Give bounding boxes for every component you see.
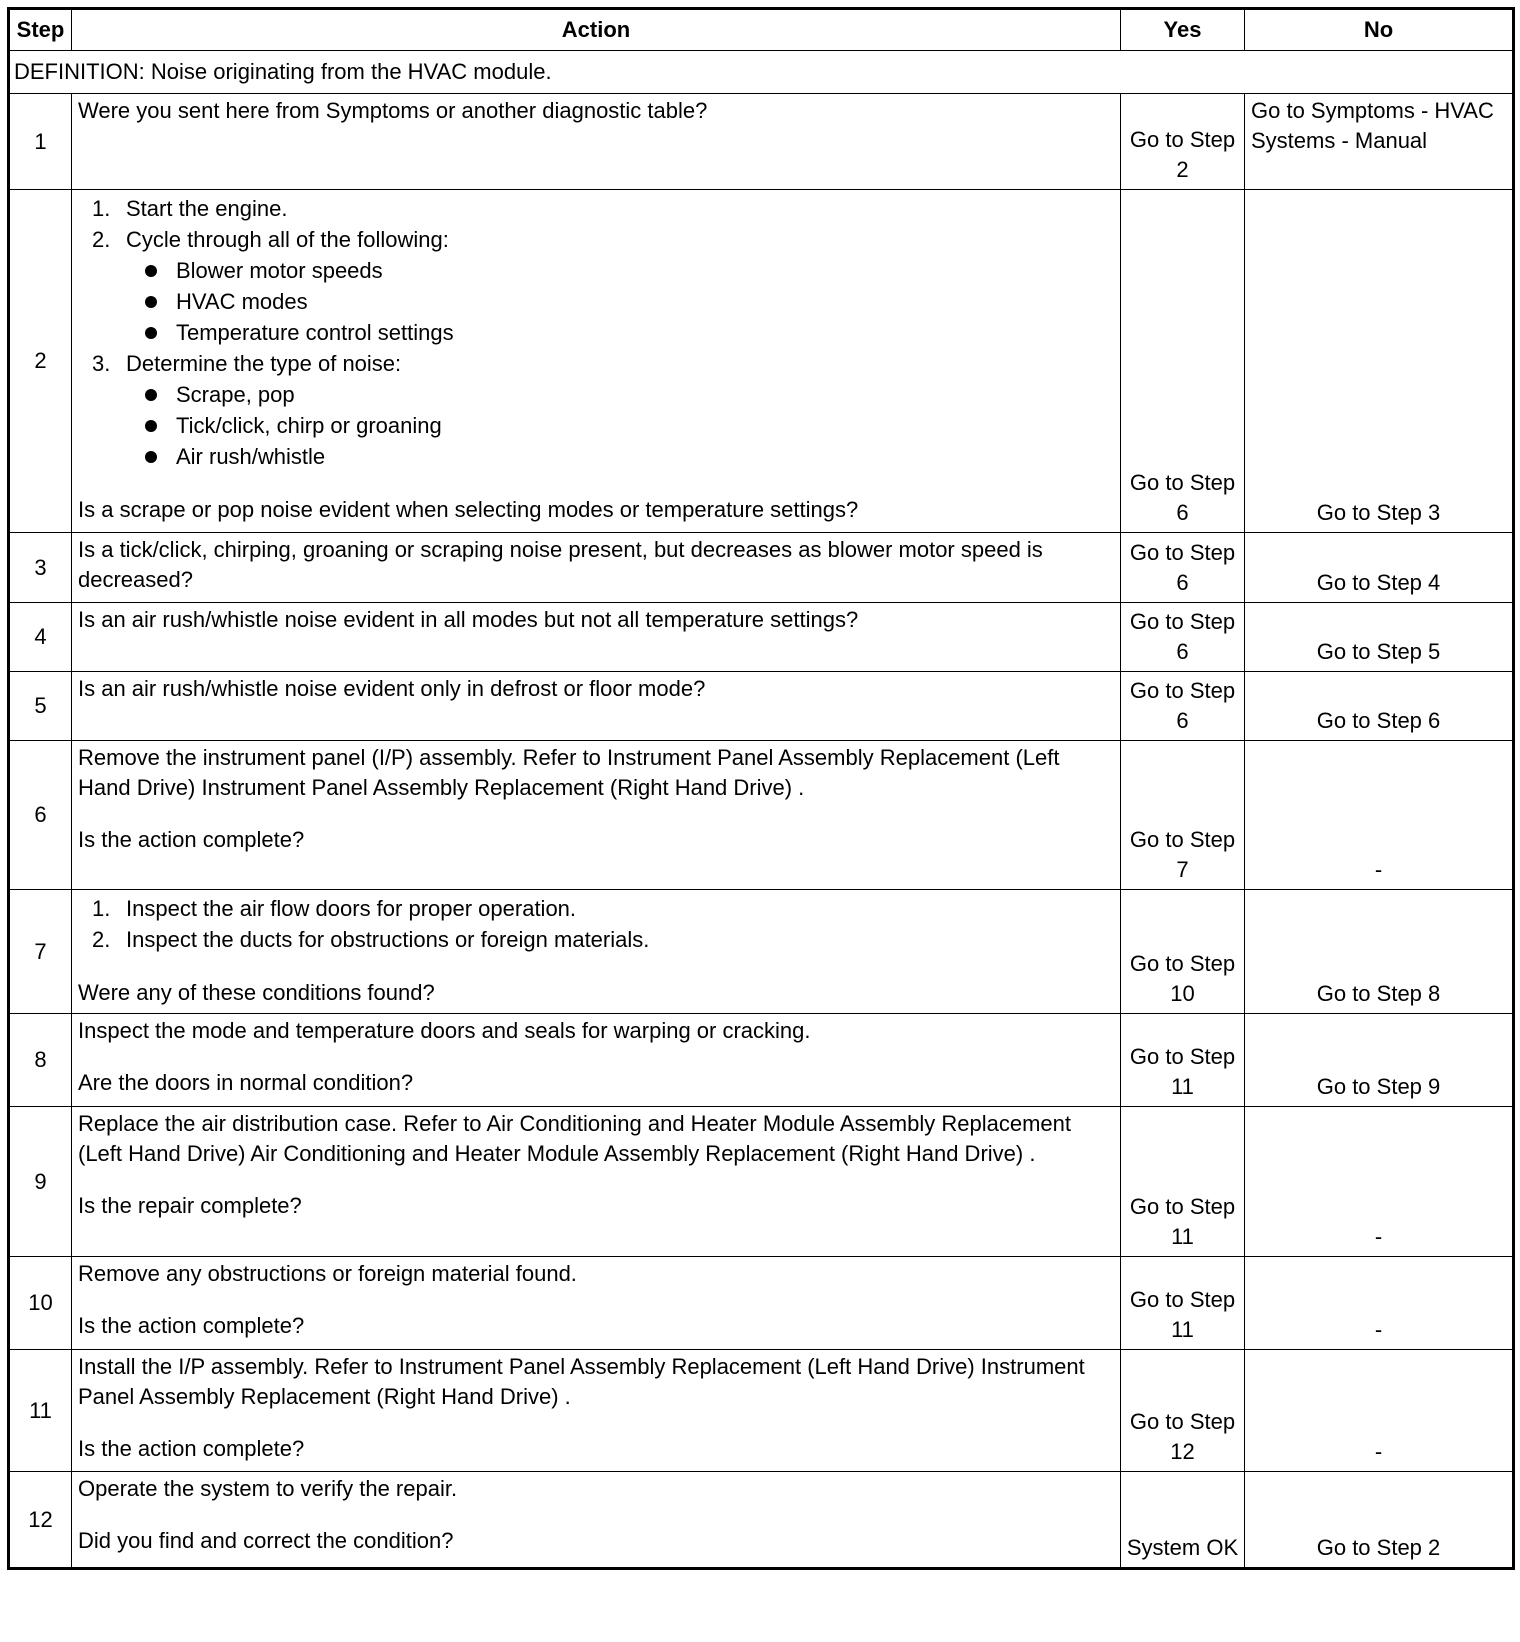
step-number: 2 xyxy=(9,190,72,533)
no-link[interactable]: Go to Step 4 xyxy=(1245,533,1514,603)
yes-link[interactable]: Go to Step 6 xyxy=(1121,533,1245,603)
yes-link[interactable]: Go to Step 2 xyxy=(1121,94,1245,190)
list-item xyxy=(78,894,1114,924)
no-link[interactable]: Go to Step 9 xyxy=(1245,1014,1514,1107)
yes-link[interactable]: Go to Step 6 xyxy=(1121,672,1245,741)
bullet-list xyxy=(126,256,1114,348)
step-number: 11 xyxy=(9,1350,72,1472)
item-number: 2. xyxy=(92,227,111,252)
action-cell xyxy=(72,741,1121,890)
item-text: Start the engine. xyxy=(126,196,288,221)
action-text: Remove any obstructions or foreign material found. xyxy=(78,1261,577,1286)
definition-text: DEFINITION: Noise originating from the HVAC module. xyxy=(9,51,1514,94)
table-row xyxy=(9,1350,1514,1472)
action-cell xyxy=(72,1472,1121,1569)
action-cell xyxy=(72,1350,1121,1472)
table-row xyxy=(9,533,1514,603)
list-item xyxy=(78,225,1114,348)
header-step: Step xyxy=(9,9,72,51)
no-link: - xyxy=(1245,1257,1514,1350)
action-cell xyxy=(72,1014,1121,1107)
step-number: 1 xyxy=(9,94,72,190)
list-item xyxy=(78,349,1114,472)
step-number: 10 xyxy=(9,1257,72,1350)
action-text: Were you sent here from Symptoms or another diagnostic table? xyxy=(72,94,1121,190)
question-text: Is the action complete? xyxy=(78,827,305,852)
header-row xyxy=(9,9,1514,51)
header-no: No xyxy=(1245,9,1514,51)
list-item xyxy=(78,194,1114,224)
yes-link[interactable]: Go to Step 7 xyxy=(1121,741,1245,890)
bullet-item: Air rush/whistle xyxy=(126,442,1114,472)
step-number: 8 xyxy=(9,1014,72,1107)
action-cell xyxy=(72,190,1121,533)
table-row xyxy=(9,1472,1514,1569)
bullet-item: Blower motor speeds xyxy=(126,256,1114,286)
step-number: 5 xyxy=(9,672,72,741)
item-text: Inspect the ducts for obstructions or foreign materials. xyxy=(126,927,650,952)
yes-link[interactable]: Go to Step 12 xyxy=(1121,1350,1245,1472)
table-row xyxy=(9,672,1514,741)
table-row xyxy=(9,1107,1514,1257)
step-number: 9 xyxy=(9,1107,72,1257)
step-number: 12 xyxy=(9,1472,72,1569)
action-text: Operate the system to verify the repair. xyxy=(78,1476,458,1501)
action-text: Is a tick/click, chirping, groaning or scraping noise present, but decreases as blower motor speed is decreased? xyxy=(72,533,1121,603)
yes-link[interactable]: Go to Step 6 xyxy=(1121,190,1245,533)
yes-link[interactable]: Go to Step 10 xyxy=(1121,890,1245,1014)
no-link[interactable]: Go to Step 2 xyxy=(1245,1472,1514,1569)
no-link: - xyxy=(1245,741,1514,890)
item-number: 1. xyxy=(92,196,111,221)
question-text: Is the action complete? xyxy=(78,1436,305,1461)
action-steps-list xyxy=(78,194,1114,472)
action-steps-list xyxy=(78,894,1114,955)
bullet-item: HVAC modes xyxy=(126,287,1114,317)
step-number: 3 xyxy=(9,533,72,603)
item-text: Cycle through all of the following: xyxy=(126,227,449,252)
table-row xyxy=(9,1257,1514,1350)
item-number: 1. xyxy=(92,896,111,921)
step-number: 4 xyxy=(9,603,72,672)
yes-link[interactable]: Go to Step 11 xyxy=(1121,1257,1245,1350)
item-number: 2. xyxy=(92,927,111,952)
no-link: - xyxy=(1245,1350,1514,1472)
yes-link[interactable]: Go to Step 6 xyxy=(1121,603,1245,672)
action-text: Install the I/P assembly. Refer to Instrument Panel Assembly Replacement (Left Hand Drive) Instrument Panel Assembly Replacement (Right Hand Drive) . xyxy=(78,1354,1085,1409)
no-link[interactable]: Go to Step 6 xyxy=(1245,672,1514,741)
question-text: Are the doors in normal condition? xyxy=(78,1070,414,1095)
question-text: Is a scrape or pop noise evident when selecting modes or temperature settings? xyxy=(78,497,859,522)
item-number: 3. xyxy=(92,351,111,376)
action-text: Inspect the mode and temperature doors and seals for warping or cracking. xyxy=(78,1018,811,1043)
question-text: Is the action complete? xyxy=(78,1313,305,1338)
step-number: 7 xyxy=(9,890,72,1014)
question-text: Did you find and correct the condition? xyxy=(78,1528,454,1553)
action-cell xyxy=(72,890,1121,1014)
item-text: Inspect the air flow doors for proper operation. xyxy=(126,896,577,921)
no-link[interactable]: Go to Step 8 xyxy=(1245,890,1514,1014)
action-cell xyxy=(72,1257,1121,1350)
bullet-list xyxy=(126,380,1114,472)
table-row xyxy=(9,190,1514,533)
definition-row xyxy=(9,51,1514,94)
no-link: - xyxy=(1245,1107,1514,1257)
step-number: 6 xyxy=(9,741,72,890)
action-text: Is an air rush/whistle noise evident in all modes but not all temperature settings? xyxy=(72,603,1121,672)
yes-link[interactable]: System OK xyxy=(1121,1472,1245,1569)
action-text: Remove the instrument panel (I/P) assembly. Refer to Instrument Panel Assembly Replacement (Left Hand Drive) Instrument Panel Assembly Replacement (Right Hand Drive) . xyxy=(78,745,1060,800)
table-row xyxy=(9,890,1514,1014)
table-row xyxy=(9,603,1514,672)
question-text: Were any of these conditions found? xyxy=(78,980,435,1005)
no-link[interactable]: Go to Symptoms - HVAC Systems - Manual xyxy=(1245,94,1514,190)
table-row xyxy=(9,741,1514,890)
table-row xyxy=(9,94,1514,190)
header-yes: Yes xyxy=(1121,9,1245,51)
table-row xyxy=(9,1014,1514,1107)
item-text: Determine the type of noise: xyxy=(126,351,402,376)
no-link[interactable]: Go to Step 3 xyxy=(1245,190,1514,533)
action-cell xyxy=(72,1107,1121,1257)
action-text: Is an air rush/whistle noise evident only in defrost or floor mode? xyxy=(72,672,1121,741)
bullet-item: Scrape, pop xyxy=(126,380,1114,410)
yes-link[interactable]: Go to Step 11 xyxy=(1121,1014,1245,1107)
diagnostic-table xyxy=(7,7,1515,1570)
bullet-item: Tick/click, chirp or groaning xyxy=(126,411,1114,441)
bullet-item: Temperature control settings xyxy=(126,318,1114,348)
header-action: Action xyxy=(72,9,1121,51)
yes-link[interactable]: Go to Step 11 xyxy=(1121,1107,1245,1257)
list-item xyxy=(78,925,1114,955)
no-link[interactable]: Go to Step 5 xyxy=(1245,603,1514,672)
question-text: Is the repair complete? xyxy=(78,1193,302,1218)
action-text: Replace the air distribution case. Refer to Air Conditioning and Heater Module Assembly Replacement (Left Hand Drive) Air Conditioning and Heater Module Assembly Replacement (Right Hand Drive) . xyxy=(78,1111,1071,1166)
